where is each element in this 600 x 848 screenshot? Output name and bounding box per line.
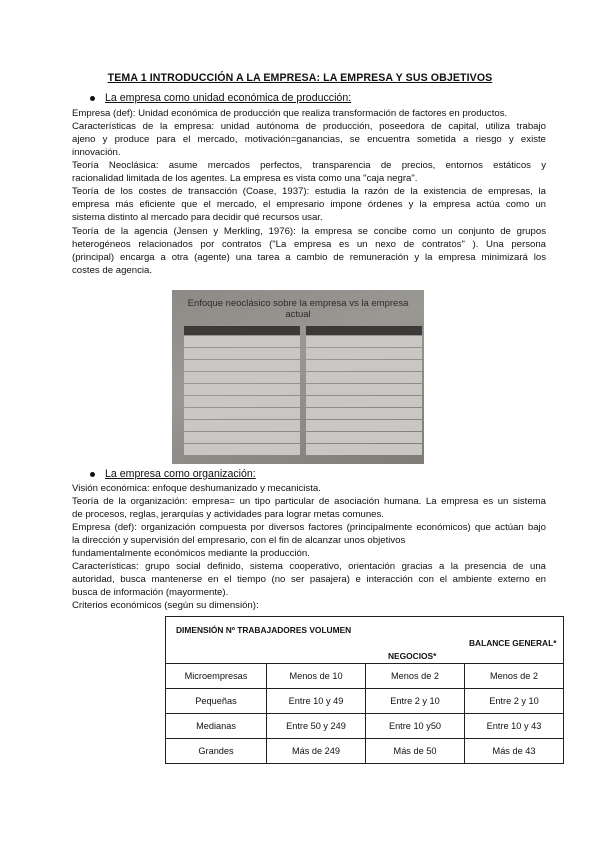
text-line: autoridad, busca mantenerse en el tiempo (no ser pasajera) e interacción con el ambiente externo en	[72, 574, 546, 585]
header-balance: BALANCE GENERAL*	[469, 638, 557, 648]
photo-column-header	[184, 326, 300, 335]
header-negocios: NEGOCIOS*	[388, 651, 437, 661]
photo-cell	[184, 396, 300, 407]
text-line: (principal) encarga a otra (agente) una tarea a cambio de remuneración y la empresa minimizará los	[72, 252, 546, 263]
table-cell: Entre 50 y 249	[267, 714, 366, 739]
photo-column-current	[306, 326, 422, 455]
text-line: Visión económica: enfoque deshumanizado y mecanicista.	[72, 483, 321, 494]
text-line: innovación.	[72, 147, 121, 158]
table-row	[166, 689, 564, 714]
text-line: Empresa (def): organización compuesta por diversos factores (principalmente económicos) que actúan bajo	[72, 522, 546, 533]
photo-column-neoclassic	[184, 326, 300, 455]
text-line: busca de información (mayormente).	[72, 587, 229, 598]
photo-cell	[184, 372, 300, 383]
photo-cell	[306, 396, 422, 407]
photo-cell	[306, 432, 422, 443]
photo-cell	[306, 408, 422, 419]
text-line: ajeno y produce para el mercado, motivación=ganancias, se encuentra sometida a riesgo y existe	[72, 134, 546, 145]
text-line: Características de la empresa: unidad autónoma de producción, poseedora de capital, utiliza trabajo	[72, 121, 546, 132]
photo-cell	[184, 348, 300, 359]
text-line: sistema distinto al mercado para decidir qué recursos usar.	[72, 212, 323, 223]
table-cell: Pequeñas	[166, 689, 267, 714]
section-heading-text: La empresa como unidad económica de producción:	[105, 92, 352, 104]
photo-cell	[306, 444, 422, 455]
photo-cell	[184, 360, 300, 371]
table-header-row	[166, 617, 564, 664]
table-cell: Microempresas	[166, 664, 267, 689]
text-line: Criterios económicos (según su dimensión):	[72, 600, 259, 611]
photo-cell	[306, 384, 422, 395]
photo-title-line: Enfoque neoclásico sobre la empresa vs la empresa	[187, 298, 409, 309]
text-line: Teoría de los costes de transacción (Coase, 1937): estudia la razón de la existencia de empresas, la	[72, 186, 546, 197]
text-line: Teoría Neoclásica: asume mercados perfectos, transparencia de precios, entornos estáticos y	[72, 160, 546, 171]
text-line: de procesos, reglas, jerarquías y actividades para lograr metas comunes.	[72, 509, 384, 520]
text-line: Teoría de la organización: empresa= un tipo particular de asociación humana. La empresa es un sistema	[72, 496, 546, 507]
photo-cell	[306, 348, 422, 359]
text-line: Características: grupo social definido, sistema cooperativo, orientación gracias a la presencia de una	[72, 561, 546, 572]
text-line: Teoría de la agencia (Jensen y Merkling, 1976): la empresa se concibe como un conjunto de grupos	[72, 226, 546, 237]
text-line: racionalidad limitada de los agentes. La empresa es vista como una "caja negra".	[72, 173, 418, 184]
photo-cell	[184, 420, 300, 431]
photo-cell	[184, 384, 300, 395]
section-heading-text: La empresa como organización:	[105, 468, 256, 480]
size-criteria-table	[165, 616, 564, 764]
bullet-icon	[90, 472, 95, 477]
table-cell: Menos de 2	[366, 664, 465, 689]
text-line: costes de agencia.	[72, 265, 153, 276]
photo-title-line: actual	[285, 309, 311, 320]
photo-cell	[306, 420, 422, 431]
table-header	[166, 617, 564, 664]
text-line: fundamentalmente económicos mediante la producción.	[72, 548, 310, 559]
section-heading-organization	[90, 468, 256, 480]
text-line: empresa más eficiente que el mercado, el empresario impone órdenes y la empresa actúa como un	[72, 199, 546, 210]
photo-cell	[184, 336, 300, 347]
table-cell: Medianas	[166, 714, 267, 739]
photo-cell	[184, 408, 300, 419]
table-row	[166, 714, 564, 739]
photo-cell	[306, 336, 422, 347]
photo-cell	[184, 432, 300, 443]
table-cell: Entre 2 y 10	[366, 689, 465, 714]
table-cell: Más de 43	[465, 739, 564, 764]
table-cell: Más de 249	[267, 739, 366, 764]
table-cell: Menos de 2	[465, 664, 564, 689]
comparison-photo	[172, 290, 424, 464]
header-dimension: DIMENSIÓN Nº TRABAJADORES VOLUMEN	[176, 625, 352, 635]
table-row	[166, 664, 564, 689]
table-cell: Entre 2 y 10	[465, 689, 564, 714]
page-title: TEMA 1 INTRODUCCIÓN A LA EMPRESA: LA EMPRESA Y SUS OBJETIVOS	[107, 72, 493, 84]
photo-cell	[184, 444, 300, 455]
photo-column-header	[306, 326, 422, 335]
table-cell: Más de 50	[366, 739, 465, 764]
section-heading-production	[90, 92, 351, 104]
table-row	[166, 739, 564, 764]
photo-title	[172, 298, 424, 320]
table-cell: Entre 10 y 43	[465, 714, 564, 739]
text-line: Empresa (def): Unidad económica de producción que realiza transformación de factores en productos.	[72, 108, 508, 119]
table-cell: Entre 10 y50	[366, 714, 465, 739]
text-line: la dirección y supervisión del empresario, con el fin de alcanzar unos objetivos	[72, 535, 406, 546]
table-cell: Grandes	[166, 739, 267, 764]
text-line: heterogéneos relacionados por contratos ("La empresa es un nexo de contratos" ). Una persona	[72, 239, 546, 250]
table-cell: Menos de 10	[267, 664, 366, 689]
table-cell: Entre 10 y 49	[267, 689, 366, 714]
photo-cell	[306, 360, 422, 371]
bullet-icon	[90, 96, 95, 101]
photo-cell	[306, 372, 422, 383]
